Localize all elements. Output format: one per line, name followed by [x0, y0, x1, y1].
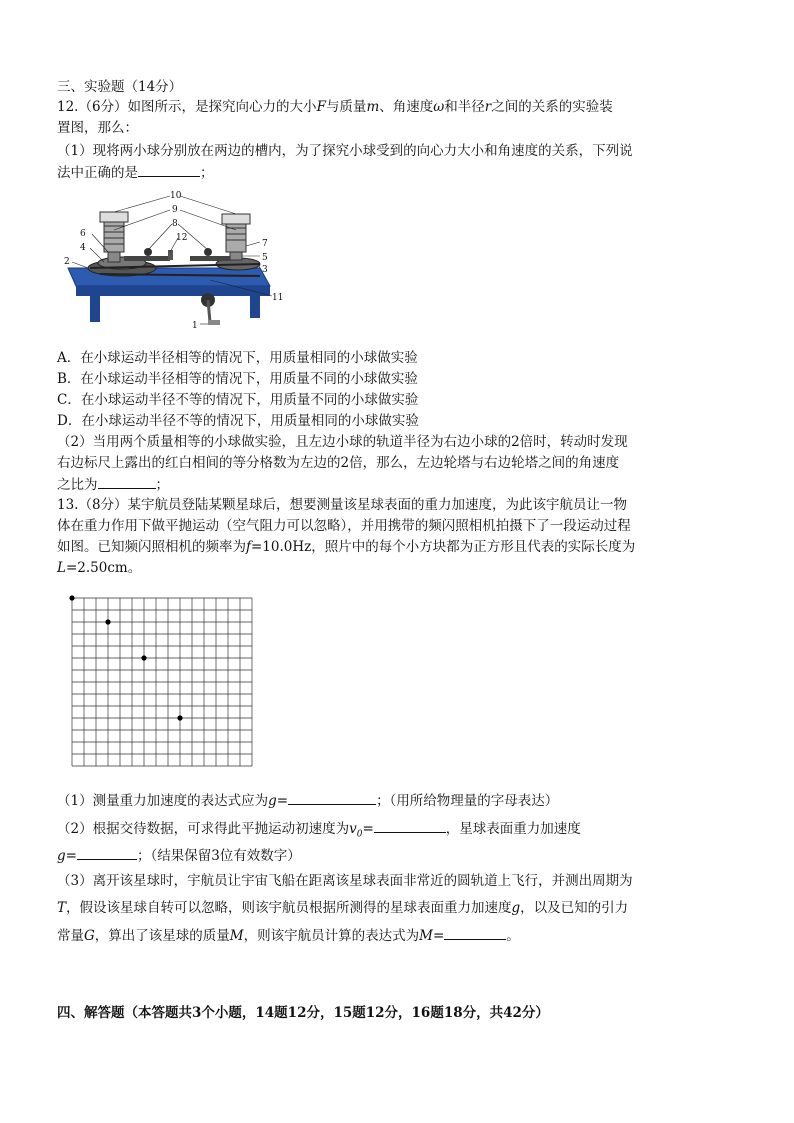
q13-line2: 体在重力作用下做平抛运动（空气阻力可以忽略），并用携带的频闪照相机拍摄下了一段运动过程: [57, 518, 631, 534]
label-2: 2: [64, 257, 70, 267]
option-d[interactable]: D．在小球运动半径不等的情况下，用质量相同的小球做实验: [57, 413, 419, 429]
projectile-dot: [177, 715, 182, 720]
projectile-dot: [69, 595, 74, 600]
q12-part1-b: 法中正确的是 ；: [57, 162, 214, 183]
q13-sub2-b: g= ；（结果保留3位有效数字）: [57, 845, 301, 866]
projectile-grid-figure: [66, 592, 256, 768]
label-11: 11: [272, 293, 284, 303]
label-6: 6: [80, 229, 86, 239]
q12-line1: 12.（6分）如图所示，是探究向心力的大小F与质量m、角速度ω和半径r之间的关系的实验装: [57, 99, 613, 115]
q12-part2-a: （2）当用两个质量相等的小球做实验，且左边小球的轨道半径为右边小球的2倍时，转动时发现: [57, 434, 628, 450]
answer-blank-1[interactable]: [138, 162, 200, 177]
label-12: 12: [176, 233, 188, 243]
answer-blank-g-value[interactable]: [77, 845, 137, 860]
answer-blank-M[interactable]: [444, 925, 506, 940]
q12-part2-b: 右边标尺上露出的红白相间的等分格数为左边的2倍，那么，左边轮塔与右边轮塔之间的角速度: [57, 455, 620, 471]
q13-line4: L=2.50cm。: [57, 560, 142, 576]
section4-title: 四、解答题（本答题共3个小题，14题12分，15题12分，16题18分，共42分）: [57, 1005, 549, 1021]
q13-line1: 13.（8分）某宇航员登陆某颗星球后，想要测量该星球表面的重力加速度，为此该宇航员让一物: [57, 497, 628, 513]
q12-part2-c: 之比为 ；: [57, 474, 169, 495]
label-5: 5: [262, 253, 268, 263]
projectile-dot: [105, 619, 110, 624]
q12-part1-a: （1）现将两小球分别放在两边的槽内，为了探究小球受到的向心力大小和角速度的关系，下列说: [57, 143, 633, 159]
label-8: 8: [172, 219, 178, 229]
label-10: 10: [170, 191, 182, 201]
q13-sub3-a: （3）离开该星球时，宇航员让宇宙飞船在距离该星球表面非常近的圆轨道上飞行，并测出周期为: [57, 873, 633, 889]
label-1: 1: [192, 321, 198, 331]
label-4: 4: [80, 243, 86, 253]
option-c[interactable]: C．在小球运动半径不等的情况下，用质量不同的小球做实验: [57, 392, 419, 408]
q13-line3: 如图。已知频闪照相机的频率为f=10.0Hz，照片中的每个小方块都为正方形且代表的实际长度为: [57, 539, 636, 555]
label-3: 3: [262, 265, 268, 275]
label-7: 7: [262, 239, 268, 249]
answer-blank-v0[interactable]: [374, 818, 446, 833]
q12-line2: 置图，那么：: [57, 120, 138, 136]
q13-sub2: （2）根据交待数据，可求得此平抛运动初速度为$v_0=$ ，星球表面重力加速度: [57, 818, 581, 845]
answer-blank-g-expr[interactable]: [288, 790, 376, 805]
q13-sub3-b: T，假设该星球自转可以忽略，则该宇航员根据所测得的星球表面重力加速度g，以及已知的引力: [57, 900, 629, 916]
label-9: 9: [172, 205, 178, 215]
section-title: 三、实验题（14分）: [57, 79, 183, 95]
centripetal-apparatus-figure: [60, 190, 290, 340]
projectile-dot: [141, 655, 146, 660]
q13-sub1: （1）测量重力加速度的表达式应为g= ；（用所给物理量的字母表达）: [57, 790, 558, 811]
q13-sub3-c: 常量G，算出了该星球的质量M，则该宇航员计算的表达式为M= 。: [57, 925, 520, 946]
option-a[interactable]: A．在小球运动半径相等的情况下，用质量相同的小球做实验: [57, 350, 418, 366]
answer-blank-2[interactable]: [98, 474, 156, 489]
option-b[interactable]: B．在小球运动半径相等的情况下，用质量不同的小球做实验: [57, 371, 418, 387]
